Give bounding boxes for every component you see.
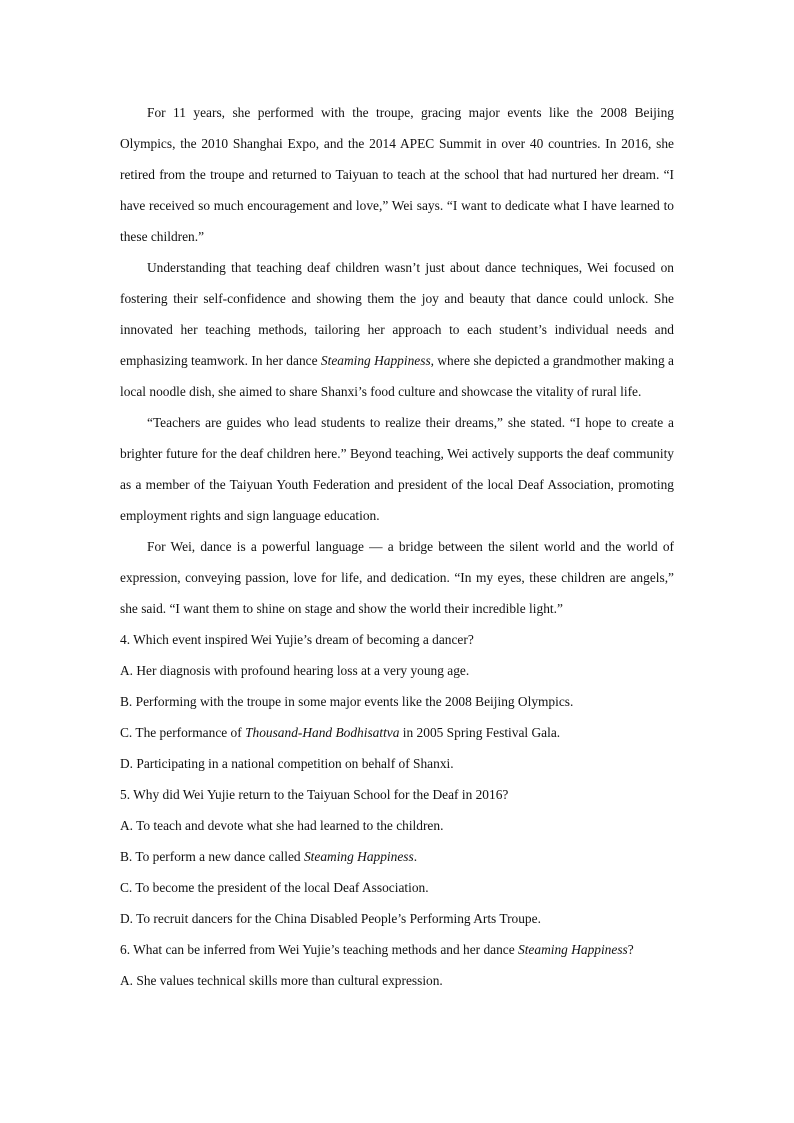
paragraph-text-before: Understanding that teaching deaf children wasn’t just about dance techniques, Wei focused on fostering their self-confidence and showing them the joy and beauty that dance could unlock. She innovated her teaching methods, tailoring her approach to each student’s individual needs and emphasizing teamwork. In her dance — [120, 260, 674, 368]
option-text-before: C. The performance of — [120, 725, 246, 740]
option-text-before: B. To perform a new dance called — [120, 849, 304, 864]
paragraph-text: “Teachers are guides who lead students to realize their dreams,” she stated. “I hope to create a brighter future for the deaf children here.” Beyond teaching, Wei actively supports the deaf community as a member of the Taiyuan Youth Federation and president of the local Deaf Association, promoting employment rights and sign language education. — [120, 415, 674, 523]
dance-title: Steaming Happiness — [320, 353, 431, 368]
question-5-option-c: C. To become the president of the local Deaf Association. — [120, 880, 429, 895]
paragraph-text: For Wei, dance is a powerful language — a bridge between the silent world and the world of expression, conveying passion, love for life, and dedication. “In my eyes, these children are angels,” she said. “I want them to shine on stage and show the world their incredible light.” — [120, 539, 674, 616]
question-6-option-a: A. She values technical skills more than cultural expression. — [120, 973, 443, 988]
performance-title: Thousand-Hand Bodhisattva — [245, 725, 400, 740]
question-5-stem: 5. Why did Wei Yujie return to the Taiyuan School for the Deaf in 2016? — [120, 787, 509, 802]
question-4-option-b: B. Performing with the troupe in some major events like the 2008 Beijing Olympics. — [120, 694, 574, 709]
stem-text-before: 6. What can be inferred from Wei Yujie’s teaching methods and her dance — [120, 942, 519, 957]
passage-paragraph-4 — [120, 531, 674, 624]
passage-paragraph-1 — [120, 97, 674, 252]
question-4-option-c — [120, 717, 674, 748]
option-text-after: in 2005 Spring Festival Gala. — [399, 725, 561, 740]
question-5-option-b — [120, 841, 674, 872]
dance-title: Steaming Happiness — [303, 849, 414, 864]
passage-paragraph-3 — [120, 407, 674, 531]
question-5-option-d: D. To recruit dancers for the China Disabled People’s Performing Arts Troupe. — [120, 911, 541, 926]
question-4-stem: 4. Which event inspired Wei Yujie’s dream of becoming a dancer? — [120, 632, 474, 647]
question-6-stem — [120, 934, 674, 965]
paragraph-text: For 11 years, she performed with the troupe, gracing major events like the 2008 Beijing Olympics, the 2010 Shanghai Expo, and the 2014 APEC Summit in over 40 countries. In 2016, she retired from the troupe and returned to Taiyuan to teach at the school that had nurtured her dream. “I have received so much encouragement and love,” Wei says. “I want to dedicate what I have learned to these children.” — [120, 105, 674, 244]
question-4-option-a: A. Her diagnosis with profound hearing loss at a very young age. — [120, 663, 470, 678]
paragraph-text-after: , where she depicted a grandmother making a local noodle dish, she aimed to share Shanxi’s food culture and showcase the vitality of rural life. — [120, 353, 674, 399]
question-4-option-d: D. Participating in a national competition on behalf of Shanxi. — [120, 756, 454, 771]
question-5-option-a: A. To teach and devote what she had learned to the children. — [120, 818, 444, 833]
stem-text-after: ? — [627, 942, 634, 957]
dance-title: Steaming Happiness — [518, 942, 628, 957]
document-content — [120, 97, 674, 996]
option-text-after: . — [413, 849, 418, 864]
passage-paragraph-2 — [120, 252, 674, 407]
